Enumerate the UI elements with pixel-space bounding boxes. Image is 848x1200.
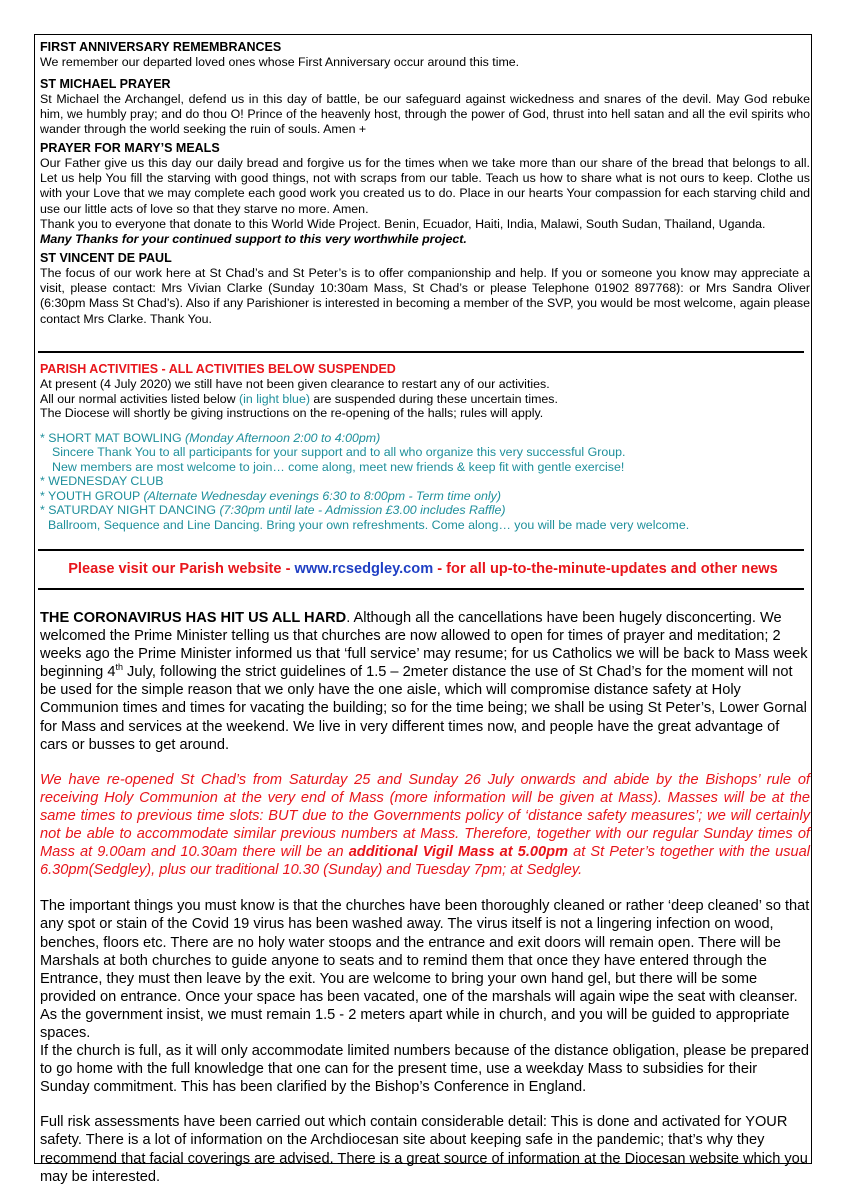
activity-wednesday-club: * WEDNESDAY CLUB <box>40 474 164 488</box>
first-anniversary-heading: FIRST ANNIVERSARY REMEMBRANCES <box>40 40 282 54</box>
activity-bowling-note1: Sincere Thank You to all participants for your support and to all who organize this very successful Group. <box>52 445 626 459</box>
activity-youth-time: (Alternate Wednesday evenings 6:30 to 8:00pm - Term time only) <box>143 488 501 503</box>
activity-dancing-label: * SATURDAY NIGHT DANCING <box>40 503 220 517</box>
activities-line3: The Diocese will shortly be giving instructions on the re-opening of the halls; rules will apply. <box>40 406 544 420</box>
marys-meals-thanks: Thank you to everyone that donate to this World Wide Project. Benin, Ecuador, Haiti, India, Malawi, South Sudan, Thailand, Uganda. <box>40 216 766 231</box>
church-full-text: If the church is full, as it will only accommodate limited numbers because of the distance obligation, please be prepared to go home with the full knowledge that one can for the present time, use a weekday Mass to subsidies for their Sunday commitment. This has been clarified by the Bishop’s Conference in England. <box>40 1043 810 1096</box>
reopen-text-b: at St Peter’s together with the usual 6.30pm(Sedgley), plus our traditional 10.30 (Sunday) and Tuesday 7pm; at Sedgley. <box>40 844 811 879</box>
activities-line2 <box>40 392 810 407</box>
important-text: The important things you must know is that the churches have been thoroughly cleaned or rather ‘deep cleaned’ so that any spot or stain of the Covid 19 virus has been washed away. The virus itself is not a lingering infection on wood, benches, floors etc. There are no holy water stoops and the entrance and exit doors will remain open. There will be Marshals at both churches to guide anyone to seats and to remind them that once they have entered through the Entrance, they must then leave by the exit. You are welcome to bring your own hand gel, but there will be some provided on entrance. Once your space has been vacated, one of the marshals will again wipe the seat with cleanser. As the government insist, we must remain 1.5 - 2 meters apart while in church, and you will be guided to appropriate spaces. <box>40 898 810 1041</box>
activity-bowling <box>40 431 810 446</box>
marys-meals-heading: PRAYER FOR MARY’S MEALS <box>40 141 220 155</box>
activities-line2-end: are suspended during these uncertain times. <box>309 391 558 406</box>
coronavirus-section <box>40 609 810 1186</box>
divider <box>38 549 804 551</box>
website-suffix: - for all up-to-the-minute-updates and other news <box>433 561 778 577</box>
first-anniversary-section <box>40 40 810 70</box>
activity-youth <box>40 489 810 504</box>
divider <box>38 351 804 353</box>
reopen-text-a: We have re-opened St Chad’s from Saturday 25 and Sunday 26 July onwards and abide by the Bishops’ rule of receiving Holy Communion at the very end of Mass (more information will be given at Mass). Masses will be at the same times to previous time slots: BUT due to the Governments policy of ‘distance safety measures’; we will certainly not be able to accommodate similar previous numbers at Mass. Therefore, together with our regular Sunday times of Mass at 9.00am and 10.30am there will be an <box>40 771 810 861</box>
activities-line2-blue: (in light blue) <box>239 391 310 406</box>
activity-dancing-time: (7:30pm until late - Admission £3.00 includes Raffle) <box>219 503 506 517</box>
website-link[interactable]: www.rcsedgley.com <box>294 561 434 577</box>
activity-bowling-label: * SHORT MAT BOWLING <box>40 430 186 445</box>
coronavirus-text-b: July, following the strict guidelines of 1.5 – 2meter distance the use of St Chad’s for the moment will not be used for the simple reason that we only have the one aisle, which will compromise distance safety at Holy Communion times and times for vacating the building; so for the time being; we shall be using St Peter’s, Lower Gornal for Mass and services at the weekend. We live in very different times now, and people have the great advantage of cars or busses to get around. <box>40 664 807 753</box>
activities-heading: PARISH ACTIVITIES - ALL ACTIVITIES BELOW SUSPENDED <box>40 362 396 376</box>
parish-activities-section <box>40 362 810 532</box>
activity-dancing-note: Ballroom, Sequence and Line Dancing. Bring your own refreshments. Come along… you will be made very welcome. <box>48 517 690 532</box>
activity-bowling-time: (Monday Afternoon 2:00 to 4:00pm) <box>185 430 381 445</box>
st-michael-section <box>40 77 810 138</box>
website-banner <box>38 561 808 577</box>
marys-meals-thanks-bold: Many Thanks for your continued support to this very worthwhile project. <box>40 232 467 247</box>
svp-text: The focus of our work here at St Chad’s and St Peter’s is to offer companionship and help. If you or someone you know may appreciate a visit, please contact: Mrs Vivian Clarke (Sunday 10:30am Mass, St Chad’s or please Telephone 01902 897768): or Mrs Sandra Oliver (6:30pm Mass St Chad’s). Also if any Parishioner is interested in becoming a member of the SVP, you would be most welcome, again please contact Mrs Clarke. Thank You. <box>40 266 810 326</box>
activity-youth-label: * YOUTH GROUP <box>40 488 144 503</box>
marys-meals-section <box>40 141 810 247</box>
marys-meals-prayer: Our Father give us this day our daily bread and forgive us for the times when we take more than our share of the bread that belongs to all. Let us help You fill the starving with good things, not with scraps from our table. Teach us how to share what is not ours to keep. Clothe us with your Love that we may complete each good work you created us to do. Place in our hearts Your compassion for each starving child and use our little acts of love so that they starve no more. Amen. <box>40 156 810 216</box>
activities-line1: At present (4 July 2020) we still have not been given clearance to restart any of our activities. <box>40 377 550 391</box>
reopen-vigil-mass: additional Vigil Mass at 5.00pm <box>348 844 569 861</box>
st-michael-heading: ST MICHAEL PRAYER <box>40 77 171 91</box>
st-michael-text: St Michael the Archangel, defend us in this day of battle, be our safeguard against wickedness and snares of the devil. May God rebuke him, we humbly pray; and do thou O! Prince of the heavenly host, through the power of God, thrust into hell satan and all the evil spirits who wander through the world seeking the ruin of souls. Amen + <box>40 92 810 137</box>
svp-heading: ST VINCENT DE PAUL <box>40 251 172 265</box>
activity-bowling-note2: New members are most welcome to join… come along, meet new friends & keep fit with gentle exercise! <box>52 459 625 474</box>
divider <box>38 588 804 590</box>
activity-dancing <box>40 503 810 518</box>
coronavirus-heading: THE CORONAVIRUS HAS HIT US ALL HARD <box>40 610 347 626</box>
website-prefix: Please visit our Parish website - <box>68 561 295 577</box>
coronavirus-intro <box>40 609 810 754</box>
activities-line2-start: All our normal activities listed below <box>40 391 240 406</box>
coronavirus-text-a: . Although all the cancellations have been hugely disconcerting. We welcomed the Prime Minister telling us that churches are now allowed to open for times of prayer and meditation; 2 weeks ago the Prime Minister informed us that ‘full service’ may resume; for us Catholics we will be back to Mass week beginning 4 <box>40 610 808 681</box>
reopen-notice <box>40 771 810 880</box>
coronavirus-sup: th <box>115 662 123 673</box>
svp-section <box>40 251 810 327</box>
first-anniversary-text: We remember our departed loved ones whose First Anniversary occur around this time. <box>40 55 520 69</box>
risk-assessment-text: Full risk assessments have been carried out which contain considerable detail: This is done and activated for YOUR safety. There is a lot of information on the Archdiocesan site about keeping safe in the pandemic; that’s why they recommend that facial coverings are advised. There is a great source of information at the Diocesan website which you may be interested. <box>40 1114 808 1185</box>
